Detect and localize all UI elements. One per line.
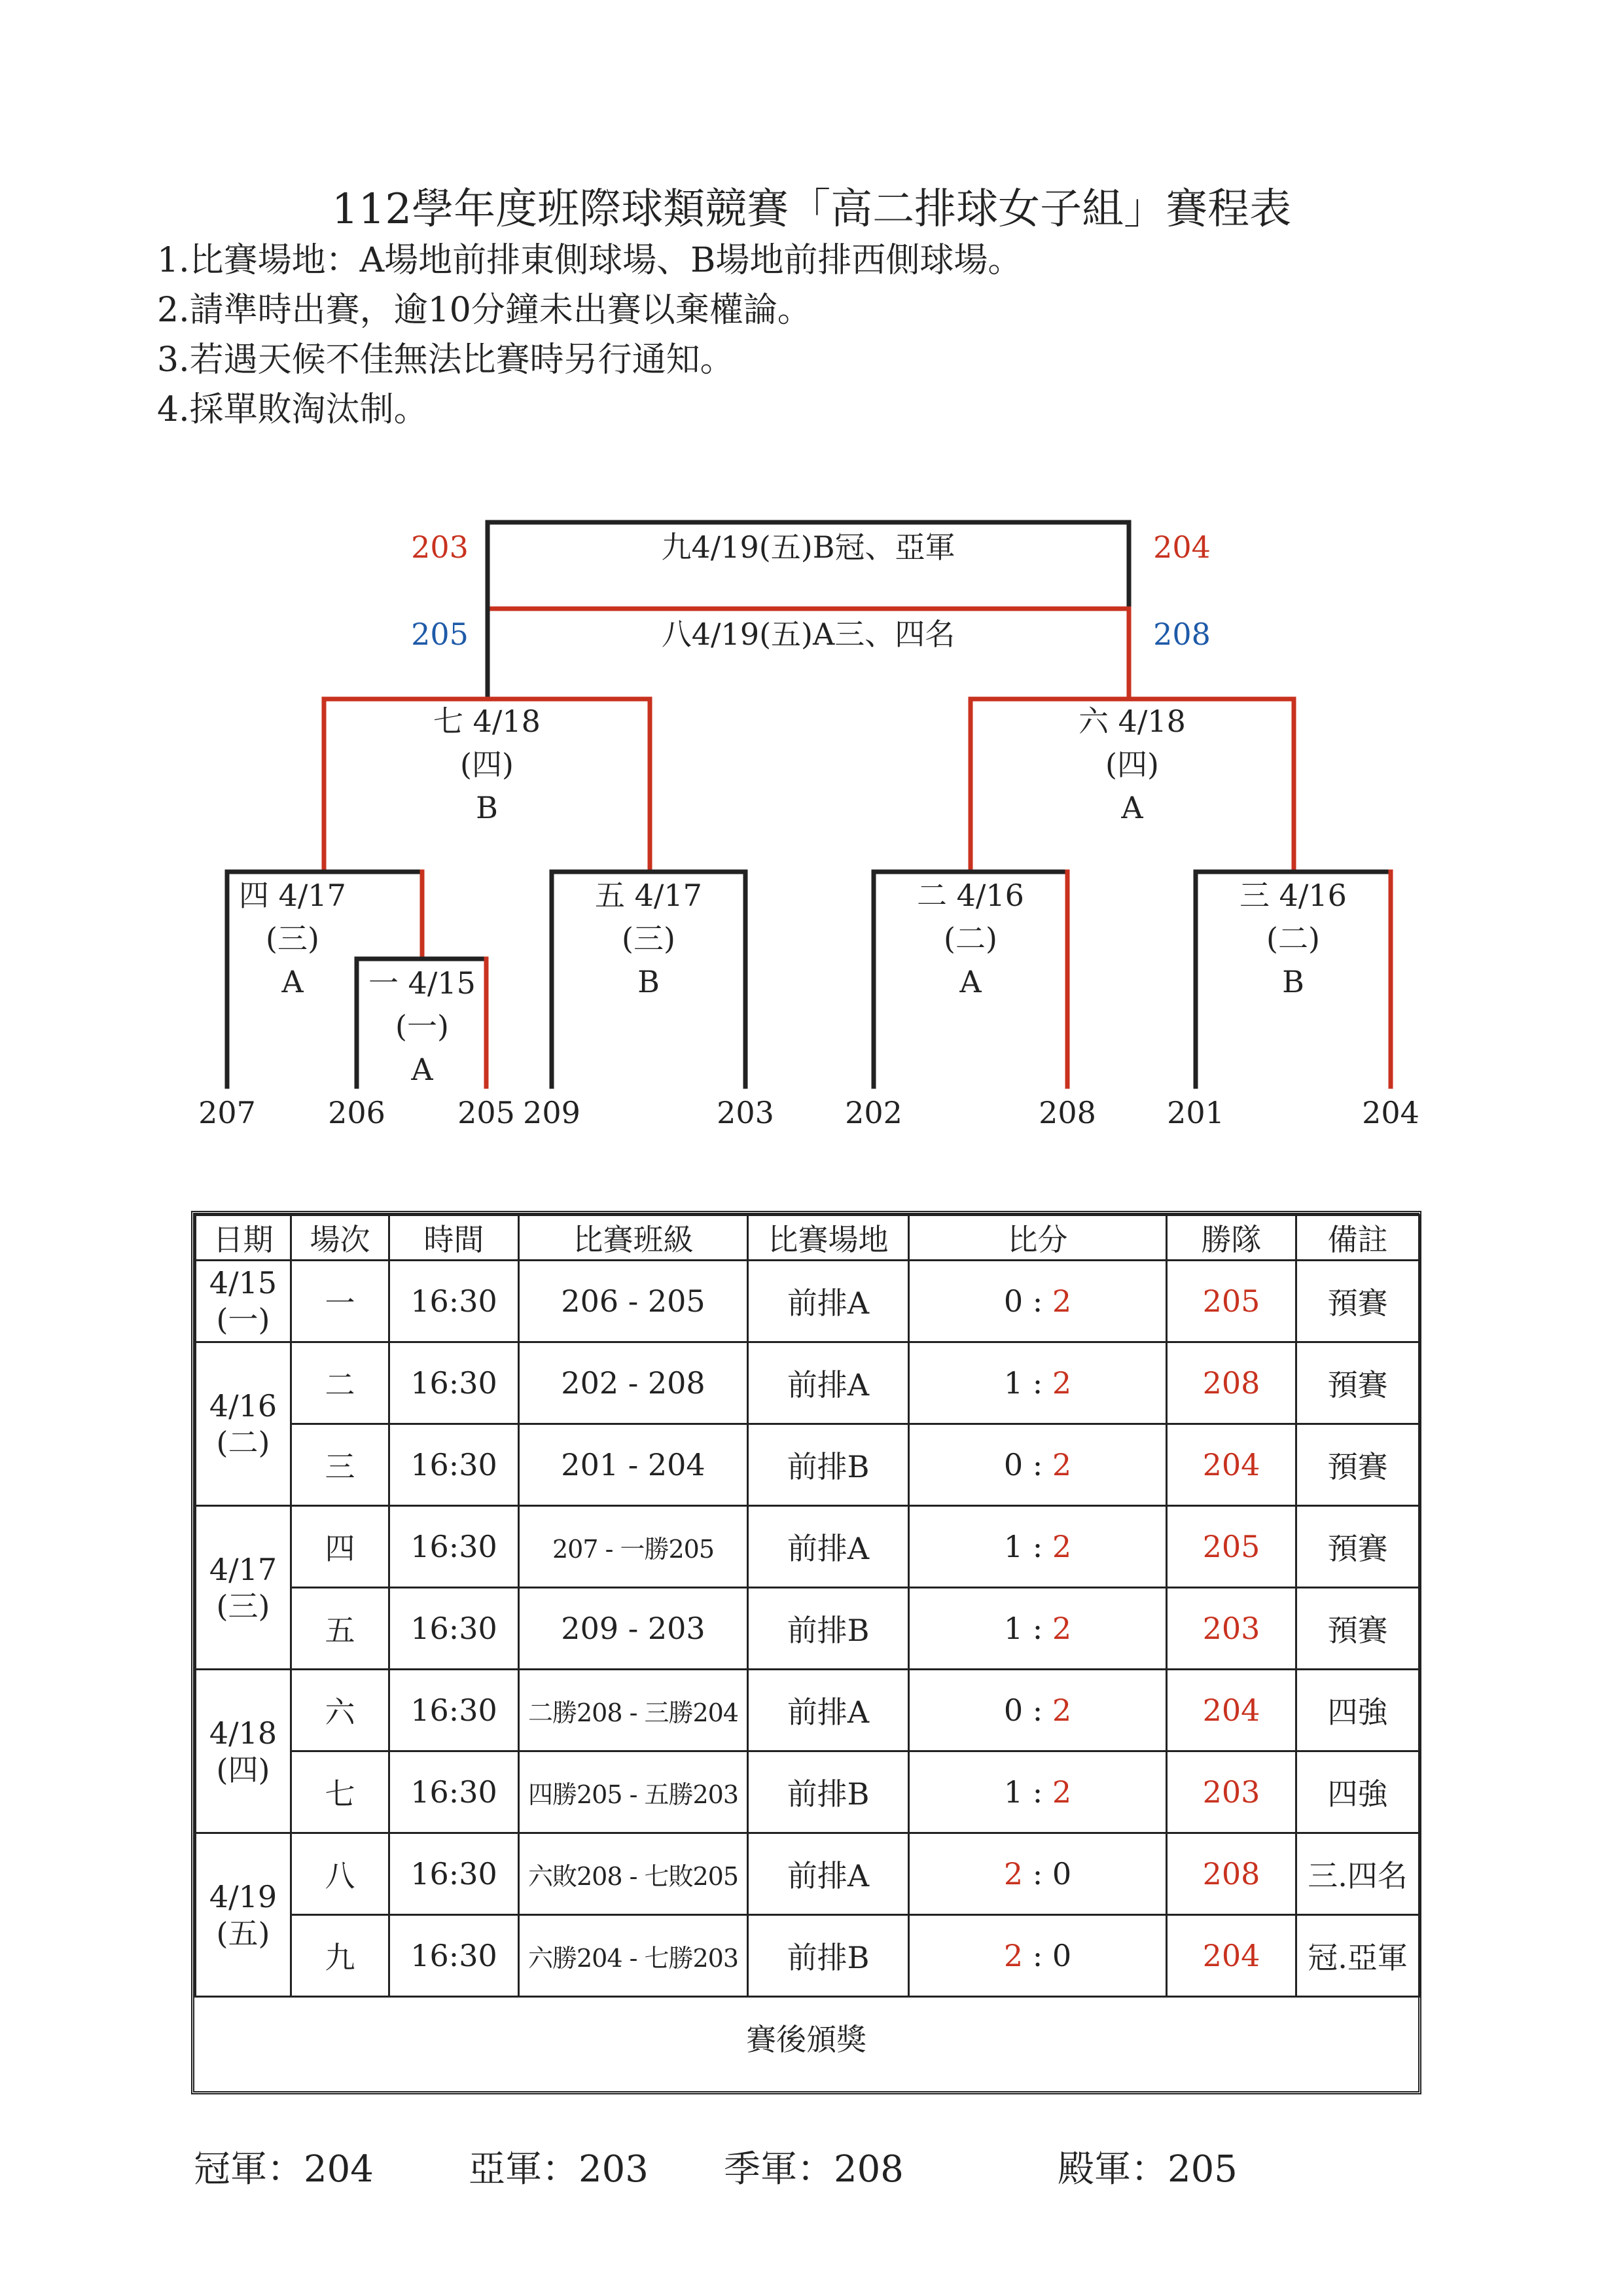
table-row: [196, 1833, 1419, 1915]
time-cell: 16:30: [389, 1588, 519, 1670]
team-label: 207: [198, 1095, 256, 1130]
score-left: 1: [1003, 1611, 1024, 1646]
score-cell: [909, 1915, 1167, 1997]
match-one-number: 一 4/15: [368, 965, 476, 1001]
score-left: 1: [1003, 1774, 1024, 1810]
match-seven-day: (四): [460, 747, 514, 782]
team-label: 209: [523, 1095, 580, 1130]
match-one-court: A: [411, 1052, 433, 1087]
winner-cell: 205: [1167, 1506, 1296, 1588]
score-separator: :: [1023, 1693, 1052, 1728]
matchup-cell: 六勝204 - 七勝203: [519, 1915, 748, 1997]
date-cell: [196, 1342, 291, 1506]
score-right: 2: [1052, 1447, 1072, 1482]
matchup-cell: 201 - 204: [519, 1424, 748, 1506]
table-row: [196, 1751, 1419, 1833]
winner-cell: 204: [1167, 1915, 1296, 1997]
matchup-cell: 二勝208 - 三勝204: [519, 1670, 748, 1751]
score-cell: [909, 1424, 1167, 1506]
match-six-court: A: [1121, 790, 1143, 825]
schedule-table: [194, 1214, 1420, 1998]
match-two-day: (二): [944, 921, 997, 956]
date-cell: [196, 1506, 291, 1670]
score-left: 2: [1003, 1938, 1024, 1973]
winner-cell: 208: [1167, 1342, 1296, 1424]
time-cell: 16:30: [389, 1261, 519, 1342]
team-label: 206: [328, 1095, 385, 1130]
rule-item: 3.若遇天候不佳無法比賽時另行通知。: [157, 340, 734, 380]
time-cell: 16:30: [389, 1751, 519, 1833]
score-cell: [909, 1506, 1167, 1588]
match-three-number: 三 4/16: [1240, 878, 1347, 913]
rule-item: 4.採單敗淘汰制。: [157, 390, 428, 429]
team-label: 208: [1039, 1095, 1096, 1130]
game-cell: 四: [291, 1506, 389, 1588]
column-header: 勝隊: [1167, 1215, 1296, 1261]
match-five-number: 五 4/17: [595, 878, 702, 913]
score-separator: :: [1023, 1283, 1052, 1319]
note-cell: 冠.亞軍: [1296, 1915, 1419, 1997]
score-separator: :: [1023, 1529, 1052, 1564]
court-cell: 前排A: [748, 1670, 909, 1751]
schedule-table-body: [196, 1261, 1419, 1997]
winner-cell: 205: [1167, 1261, 1296, 1342]
match-five-court: B: [637, 964, 660, 999]
game-cell: 八: [291, 1833, 389, 1915]
weekday-text: (二): [216, 1424, 270, 1460]
game-cell: 三: [291, 1424, 389, 1506]
score-separator: :: [1023, 1611, 1052, 1646]
time-cell: 16:30: [389, 1342, 519, 1424]
team-label: 204: [1362, 1095, 1419, 1130]
court-cell: 前排B: [748, 1588, 909, 1670]
score-cell: [909, 1342, 1167, 1424]
game-cell: 二: [291, 1342, 389, 1424]
date-text: 4/17: [209, 1551, 277, 1587]
table-row: [196, 1670, 1419, 1751]
third-team-right: 208: [1153, 617, 1211, 652]
final-team-left: 203: [411, 529, 469, 565]
column-header: 比賽班級: [519, 1215, 748, 1261]
third-place-result: 季軍：208: [724, 2148, 904, 2191]
team-label: 203: [717, 1095, 774, 1130]
game-cell: 九: [291, 1915, 389, 1997]
court-cell: 前排A: [748, 1506, 909, 1588]
table-row: [196, 1342, 1419, 1424]
score-right: 2: [1052, 1283, 1072, 1319]
note-cell: 預賽: [1296, 1261, 1419, 1342]
table-row: [196, 1506, 1419, 1588]
final-label: 九4/19(五)B冠、亞軍: [661, 529, 955, 565]
date-cell: [196, 1670, 291, 1833]
match-one-day: (一): [395, 1009, 449, 1044]
champion-result: 冠軍：204: [194, 2148, 374, 2191]
score-separator: :: [1023, 1365, 1052, 1401]
score-separator: :: [1023, 1938, 1052, 1973]
court-cell: 前排B: [748, 1915, 909, 1997]
winner-cell: 203: [1167, 1751, 1296, 1833]
score-left: 0: [1003, 1447, 1024, 1482]
score-left: 0: [1003, 1283, 1024, 1319]
match-three-court: B: [1282, 964, 1304, 999]
date-text: 4/19: [209, 1878, 277, 1914]
court-cell: 前排A: [748, 1342, 909, 1424]
table-header-row: [196, 1215, 1419, 1261]
date-cell: [196, 1261, 291, 1342]
winner-cell: 208: [1167, 1833, 1296, 1915]
match-four-court: A: [281, 964, 304, 999]
matchup-cell: 209 - 203: [519, 1588, 748, 1670]
time-cell: 16:30: [389, 1424, 519, 1506]
match-two-court: A: [959, 964, 982, 999]
score-right: 2: [1052, 1529, 1072, 1564]
match-seven-number: 七 4/18: [433, 704, 541, 739]
score-right: 0: [1052, 1856, 1072, 1892]
note-cell: 三.四名: [1296, 1833, 1419, 1915]
match-four-day: (三): [266, 921, 319, 956]
score-right: 2: [1052, 1774, 1072, 1810]
matchup-cell: 四勝205 - 五勝203: [519, 1751, 748, 1833]
score-separator: :: [1023, 1447, 1052, 1482]
score-cell: [909, 1670, 1167, 1751]
winner-cell: 204: [1167, 1670, 1296, 1751]
match-five-day: (三): [622, 921, 675, 956]
team-label: 205: [457, 1095, 515, 1130]
score-right: 2: [1052, 1611, 1072, 1646]
note-cell: 四強: [1296, 1670, 1419, 1751]
game-cell: 五: [291, 1588, 389, 1670]
score-left: 2: [1003, 1856, 1024, 1892]
score-cell: [909, 1261, 1167, 1342]
time-cell: 16:30: [389, 1915, 519, 1997]
date-text: 4/16: [209, 1388, 277, 1424]
matchup-cell: 207 - 一勝205: [519, 1506, 748, 1588]
third-place-label: 八4/19(五)A三、四名: [661, 617, 955, 652]
court-cell: 前排B: [748, 1751, 909, 1833]
game-cell: 六: [291, 1670, 389, 1751]
note-cell: 預賽: [1296, 1588, 1419, 1670]
court-cell: 前排B: [748, 1424, 909, 1506]
table-row: [196, 1261, 1419, 1342]
fourth-place-result: 殿軍：205: [1058, 2148, 1238, 2191]
matchup-cell: 202 - 208: [519, 1342, 748, 1424]
note-cell: 四強: [1296, 1751, 1419, 1833]
third-team-left: 205: [411, 617, 469, 652]
time-cell: 16:30: [389, 1670, 519, 1751]
column-header: 備註: [1296, 1215, 1419, 1261]
time-cell: 16:30: [389, 1833, 519, 1915]
score-separator: :: [1023, 1856, 1052, 1892]
score-left: 0: [1003, 1693, 1024, 1728]
final-team-right: 204: [1153, 529, 1211, 565]
score-left: 1: [1003, 1365, 1024, 1401]
column-header: 日期: [196, 1215, 291, 1261]
score-cell: [909, 1833, 1167, 1915]
date-cell: [196, 1833, 291, 1997]
score-right: 0: [1052, 1938, 1072, 1973]
column-header: 比分: [909, 1215, 1167, 1261]
winner-cell: 204: [1167, 1424, 1296, 1506]
award-ceremony-note: 賽後頒獎: [746, 2022, 866, 2057]
table-row: [196, 1915, 1419, 1997]
matchup-cell: 206 - 205: [519, 1261, 748, 1342]
rule-item: 1.比賽場地：A場地前排東側球場、B場地前排西側球場。: [157, 241, 1022, 280]
weekday-text: (三): [216, 1588, 270, 1624]
game-cell: 一: [291, 1261, 389, 1342]
matchup-cell: 六敗208 - 七敗205: [519, 1833, 748, 1915]
court-cell: 前排A: [748, 1261, 909, 1342]
date-text: 4/15: [209, 1265, 277, 1300]
team-label: 202: [845, 1095, 902, 1130]
table-row: [196, 1424, 1419, 1506]
match-six-day: (四): [1105, 747, 1159, 782]
note-cell: 預賽: [1296, 1506, 1419, 1588]
note-cell: 預賽: [1296, 1424, 1419, 1506]
weekday-text: (一): [216, 1302, 270, 1337]
schedule-table-frame: [191, 1211, 1421, 2094]
match-seven-court: B: [476, 790, 498, 825]
match-six-number: 六 4/18: [1079, 704, 1186, 739]
score-right: 2: [1052, 1693, 1072, 1728]
winner-cell: 203: [1167, 1588, 1296, 1670]
weekday-text: (五): [216, 1915, 270, 1951]
note-cell: 預賽: [1296, 1342, 1419, 1424]
game-cell: 七: [291, 1751, 389, 1833]
second-place-result: 亞軍：203: [469, 2148, 649, 2191]
time-cell: 16:30: [389, 1506, 519, 1588]
score-right: 2: [1052, 1365, 1072, 1401]
score-left: 1: [1003, 1529, 1024, 1564]
page-title: 112學年度班際球類競賽「高二排球女子組」賽程表: [331, 185, 1292, 234]
court-cell: 前排A: [748, 1833, 909, 1915]
column-header: 時間: [389, 1215, 519, 1261]
column-header: 比賽場地: [748, 1215, 909, 1261]
match-two-number: 二 4/16: [917, 878, 1024, 913]
team-label: 201: [1167, 1095, 1224, 1130]
table-row: [196, 1588, 1419, 1670]
score-cell: [909, 1588, 1167, 1670]
rule-item: 2.請準時出賽，逾10分鐘未出賽以棄權論。: [157, 291, 812, 330]
match-three-day: (二): [1266, 921, 1320, 956]
score-cell: [909, 1751, 1167, 1833]
column-header: 場次: [291, 1215, 389, 1261]
date-text: 4/18: [209, 1715, 277, 1751]
match-four-number: 四 4/17: [239, 878, 346, 913]
score-separator: :: [1023, 1774, 1052, 1810]
weekday-text: (四): [216, 1751, 270, 1787]
